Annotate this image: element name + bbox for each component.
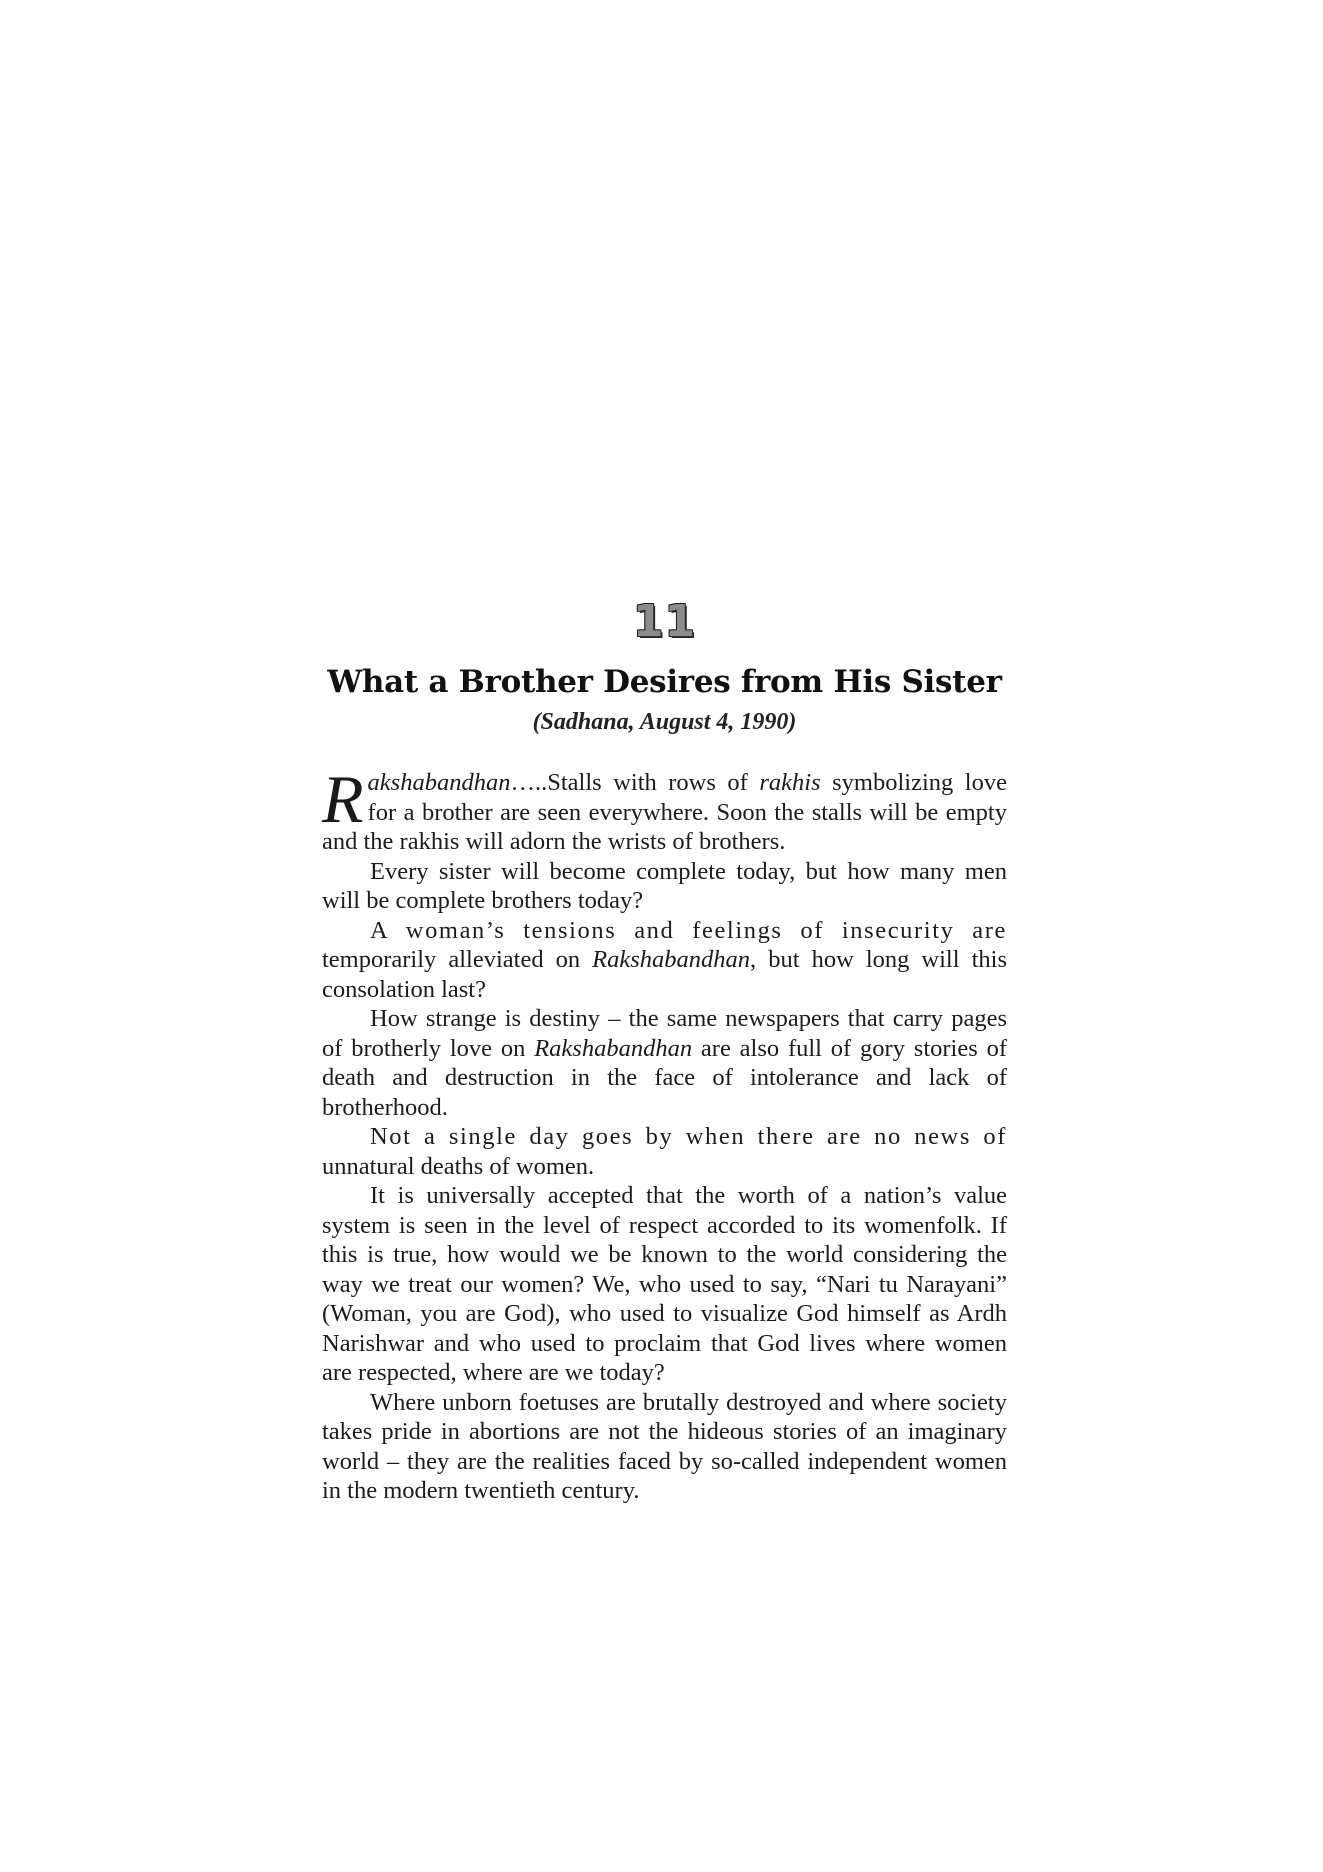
paragraph-4 — [322, 1004, 1007, 1122]
paragraph-5 — [322, 1122, 1007, 1181]
paragraph-7: Where unborn foetuses are brutally destroyed and where society takes pride in abortions are not the hideous stories of an imaginary world – they are the realities faced by so-called independent women in the modern twentieth century. — [322, 1388, 1007, 1504]
paragraph-1 — [322, 761, 1007, 857]
paragraph-1-text-a: …..Stalls with rows of — [510, 769, 760, 796]
chapter-page — [322, 596, 1007, 1506]
chapter-body — [322, 761, 1007, 1506]
chapter-source: (Sadhana, August 4, 1990) — [532, 709, 797, 735]
paragraph-3-text-a: temporarily alleviated on — [322, 946, 593, 973]
paragraph-1-italic: rakhis — [759, 769, 821, 796]
chapter-title: What a Brother Desires from His Sister — [327, 664, 1002, 700]
paragraph-3-italic: Rakshabandhan — [592, 946, 751, 973]
paragraph-4-italic: Rakshabandhan — [534, 1034, 693, 1062]
paragraph-5-text: unnatural deaths of women. — [322, 1152, 595, 1180]
paragraph-1-text-b: symbolizing love for a brother are seen everywhere. Soon the stalls will be empty and the rakhis will adorn the wrists of brothers. — [322, 769, 1007, 855]
paragraph-3-text-b: , but how long will this consolation last? — [322, 946, 1007, 1003]
paragraph-3 — [322, 916, 1007, 1005]
paragraph-1-lead-italic: akshabandhan — [367, 769, 511, 796]
paragraph-5-spaced: Not a single day goes by when there are no news of — [370, 1123, 1007, 1150]
paragraph-4-text-a: How strange is destiny – the same newspapers that carry pages of brotherly love on — [322, 1005, 1007, 1062]
paragraph-6: It is universally accepted that the worth of a nation’s value system is seen in the level of respect accorded to its womenfolk. If this is true, how would we be known to the world considering the way we treat our women? We, who used to say, “Nari tu Narayani” (Woman, you are God), who used to visualize God himself as Ardh Narishwar and who used to proclaim that God lives where women are respected, where are we today? — [322, 1182, 1007, 1386]
paragraph-2: Every sister will become complete today, but how many men will be complete brothers today? — [322, 857, 1007, 914]
paragraph-4-text-b: are also full of gory stories of death and destruction in the face of intolerance and lack of brotherhood. — [322, 1034, 1007, 1121]
drop-cap: R — [322, 761, 364, 837]
chapter-number: 11 — [632, 596, 697, 647]
paragraph-3-spaced: A woman’s tensions and feelings of insecurity are — [370, 916, 1007, 944]
